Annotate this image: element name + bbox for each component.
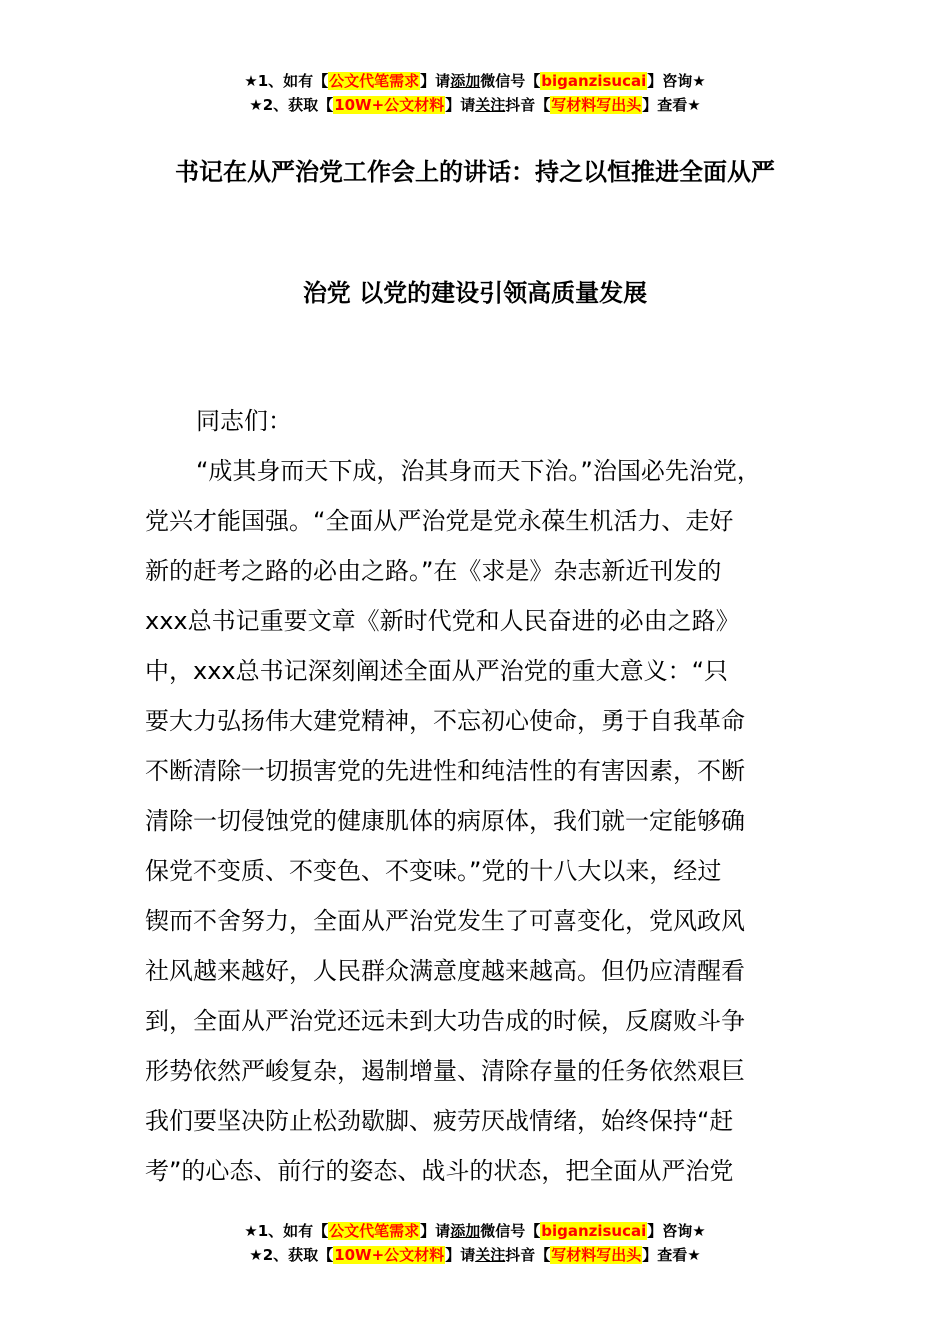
paragraph-line: 不断清除一切损害党的先进性和纯洁性的有害因素，不断 (145, 757, 745, 785)
header-promo-banner (0, 69, 950, 117)
promo-text: ★1、如有【 (244, 72, 329, 90)
promo-text: 】咨询★ (647, 1222, 706, 1240)
promo-wechat-id: biganzisucai (541, 72, 647, 90)
promo-text: ★2、获取【 (249, 96, 334, 114)
document-title-line-2: 治党 以党的建设引领高质量发展 (302, 279, 648, 307)
document-body (145, 396, 845, 1196)
promo-text: 】请 (420, 1222, 451, 1240)
paragraph-line: “成其身而天下成，治其身而天下治。”治国必先治党， (196, 457, 761, 485)
promo-text: 抖音【 (505, 1246, 551, 1264)
promo-text: 】请 (445, 1246, 476, 1264)
promo-underlined-text: 添加 (450, 1222, 481, 1240)
promo-highlight: 10W+公文材料 (334, 96, 445, 114)
paragraph-line: xxx总书记重要文章《新时代党和人民奋进的必由之路》 (145, 607, 740, 635)
promo-text: 】查看★ (642, 1246, 701, 1264)
promo-text: ★1、如有【 (244, 1222, 329, 1240)
promo-line-2 (0, 1243, 950, 1267)
paragraph-line: 社风越来越好，人民群众满意度越来越高。但仍应清醒看 (145, 957, 745, 985)
promo-text: 微信号【 (480, 1222, 541, 1240)
promo-text: 抖音【 (505, 96, 551, 114)
promo-highlight: 公文代笔需求 (329, 72, 420, 90)
document-title-line-1: 书记在从严治党工作会上的讲话：持之以恒推进全面从严 (175, 158, 775, 186)
promo-highlight: 公文代笔需求 (329, 1222, 420, 1240)
promo-text: 微信号【 (480, 72, 541, 90)
body-paragraph (145, 446, 845, 1196)
promo-underlined-text: 添加 (450, 72, 481, 90)
paragraph-line: 新的赶考之路的必由之路。”在《求是》杂志新近刊发的 (145, 557, 722, 585)
promo-text: 】请 (420, 72, 451, 90)
salutation: 同志们： (196, 407, 292, 435)
promo-text: 】查看★ (642, 96, 701, 114)
promo-line-1 (0, 1219, 950, 1243)
paragraph-line: 锲而不舍努力，全面从严治党发生了可喜变化，党风政风 (145, 907, 745, 935)
paragraph-line: 要大力弘扬伟大建党精神，不忘初心使命，勇于自我革命 (145, 707, 745, 735)
paragraph-line: 到，全面从严治党还远未到大功告成的时候，反腐败斗争 (145, 1007, 745, 1035)
promo-wechat-id: biganzisucai (541, 1222, 647, 1240)
paragraph-line: 中，xxx总书记深刻阐述全面从严治党的重大意义：“只 (145, 657, 729, 685)
promo-highlight: 10W+公文材料 (334, 1246, 445, 1264)
promo-douyin-id: 写材料写出头 (551, 1246, 642, 1264)
paragraph-line: 我们要坚决防止松劲歇脚、疲劳厌战情绪，始终保持“赶 (145, 1107, 734, 1135)
promo-line-1 (0, 69, 950, 93)
promo-underlined-text: 关注 (475, 1246, 506, 1264)
paragraph-line: 清除一切侵蚀党的健康肌体的病原体，我们就一定能够确 (145, 807, 745, 835)
footer-promo-banner (0, 1219, 950, 1267)
paragraph-line: 考”的心态、前行的姿态、战斗的状态，把全面从严治党 (145, 1157, 734, 1185)
promo-underlined-text: 关注 (475, 96, 506, 114)
paragraph-line: 形势依然严峻复杂，遏制增量、清除存量的任务依然艰巨 (145, 1057, 745, 1085)
paragraph-line: 保党不变质、不变色、不变味。”党的十八大以来，经过 (145, 857, 722, 885)
promo-line-2 (0, 93, 950, 117)
promo-text: 】请 (445, 96, 476, 114)
promo-douyin-id: 写材料写出头 (551, 96, 642, 114)
promo-text: 】咨询★ (647, 72, 706, 90)
paragraph-line: 党兴才能国强。“全面从严治党是党永葆生机活力、走好 (145, 507, 734, 535)
promo-text: ★2、获取【 (249, 1246, 334, 1264)
